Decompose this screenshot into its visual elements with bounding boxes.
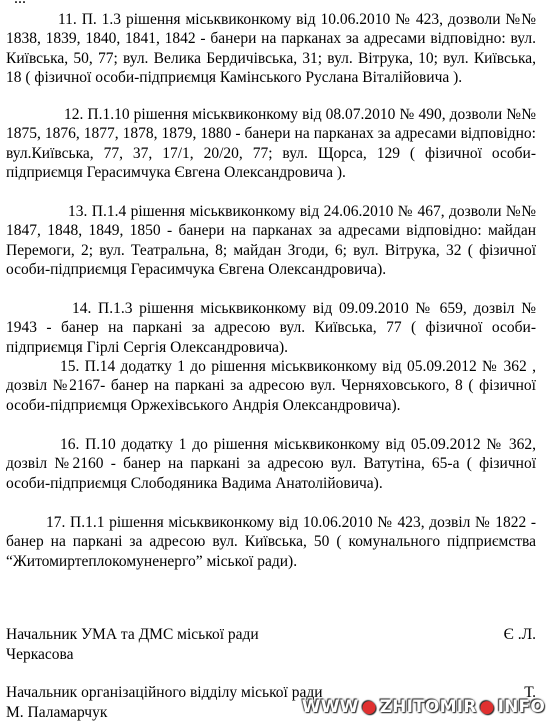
- watermark-dot-icon: ●: [479, 697, 495, 717]
- signature-initials: Є .Л.: [503, 626, 536, 643]
- site-watermark: [302, 697, 545, 717]
- list-item-12: 12. П.1.10 рішення міськвиконкому від 08.07.2010 № 490, дозволи №№ 1875, 1876, 1877, 1878, 1879, 1880 - банери на парканах за адресами відповідно: вул.Київська, 77, 37, 17/1, 20/20, 77; вул. Щорса, 129 ( фізичної особи-підприємця Герасимчука Євгена Олександровича ).: [6, 105, 536, 181]
- list-item-17: 17. П.1.1 рішення міськвиконкому від 10.06.2010 № 423, дозвіл № 1822 - банер на паркані за адресою вул. Київська, 50 ( комунального підприємства “Житомиртеплокомуненерго” міської ради).: [6, 513, 536, 570]
- signature-title: Начальник УМА та ДМС міської ради: [6, 626, 259, 643]
- list-item-13: 13. П.1.4 рішення міськвиконкому від 24.06.2010 № 467, дозволи №№ 1847, 1848, 1849, 1850 - банери на парканах за адресами відповідно: майдан Перемоги, 2; вул. Театральна, 8; майдан Згоди, 6; вул. Вітрука, 32 ( фізичної особи-підприємця Герасимчука Євгена Олександровича).: [6, 202, 536, 278]
- signature-block-uma: [6, 625, 542, 665]
- clipped-previous-line: [14, 0, 26, 7]
- signature-name: М. Паламарчук: [6, 704, 108, 721]
- list-item-15: 15. П.14 додатку 1 до рішення міськвиконкому від 05.09.2012 № 362 , дозвіл №2167- банер на паркані за адресою вул. Черняховського, 8 ( фізичної особи-підприємця Оржехівського Андрія Олександровича).: [6, 357, 536, 414]
- list-item-16: 16. П.10 додатку 1 до рішення міськвиконкому від 05.09.2012 № 362, дозвіл №2160 - банер на паркані за адресою вул. Ватутіна, 65-а ( фізичної особи-підприємця Слободяника Вадима Анатолійовича).: [6, 435, 536, 492]
- signature-title: Начальник організаційного відділу міської ради: [6, 684, 323, 701]
- watermark-domain: ZHITOMIR: [379, 697, 477, 717]
- list-item-11: 11. П. 1.3 рішення міськвиконкому від 10.06.2010 № 423, дозволи №№ 1838, 1839, 1840, 1841, 1842 - банери на парканах за адресами відповідно: вул. Київська, 50, 77; вул. Велика Бердичівська, 31; вул. Вітрука, 10; вул. Київська, 18 ( фізичної особи-підприємця Камінського Руслана Віталійовича ).: [6, 10, 536, 86]
- watermark-prefix: WWW: [301, 697, 359, 717]
- list-item-14: 14. П.1.3 рішення міськвиконкому від 09.09.2010 № 659, дозвіл № 1943 - банер на паркані за адресою вул. Київська, 77 ( фізичної особи-підприємця Гірлі Сергія Олександровича).: [6, 299, 536, 356]
- watermark-dot-icon: ●: [361, 697, 377, 717]
- signature-name: Черкасова: [6, 646, 74, 663]
- signature-initials: Т.: [524, 684, 536, 701]
- watermark-tld: INFO: [497, 697, 545, 717]
